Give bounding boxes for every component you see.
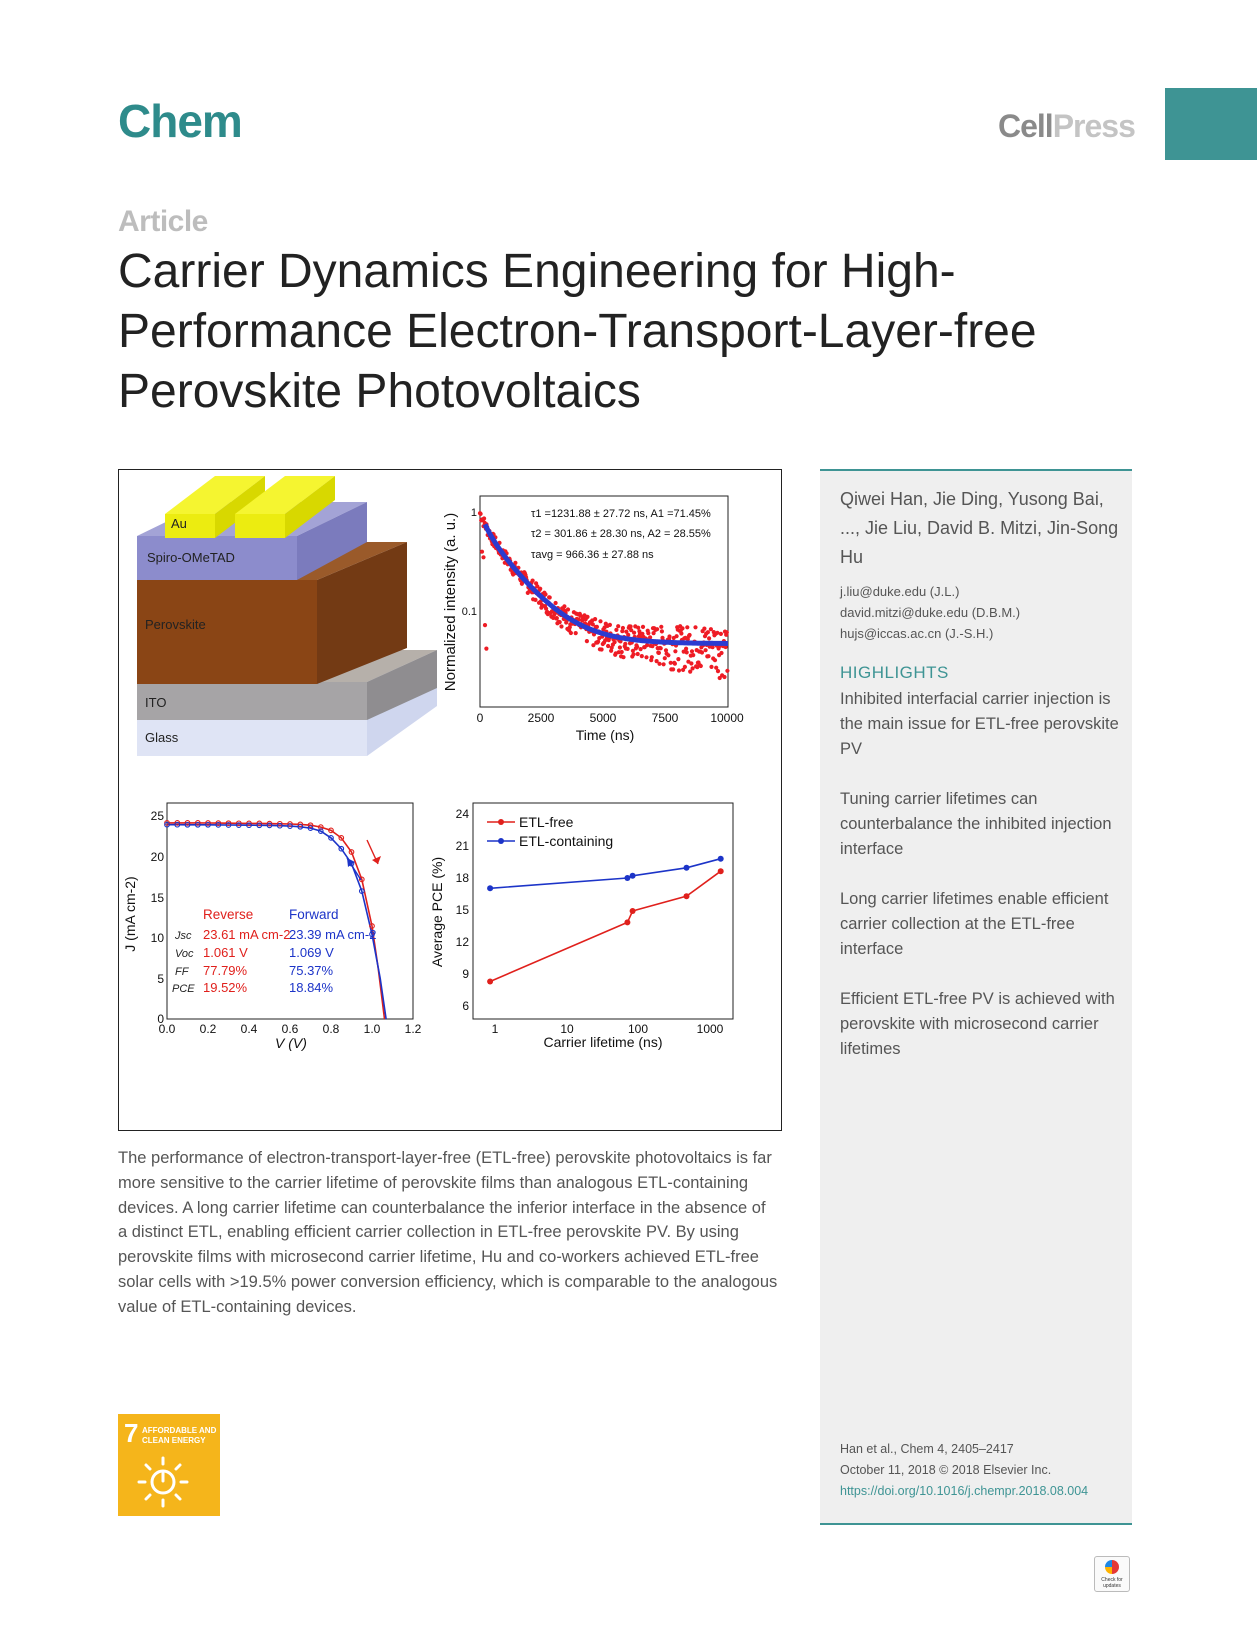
jv-xlabel: V (V) xyxy=(275,1035,307,1051)
pl-data-point xyxy=(713,658,717,662)
pce-data-point xyxy=(630,873,636,879)
pce-lifetime-chart xyxy=(429,803,733,1050)
pl-data-point xyxy=(481,555,485,559)
pl-xtick-2500: 2500 xyxy=(527,711,555,725)
pl-data-point xyxy=(595,625,599,629)
pl-data-point xyxy=(562,604,566,608)
pce-data-point xyxy=(487,885,493,891)
pce-data-point xyxy=(718,856,724,862)
pl-data-point xyxy=(690,649,694,653)
pl-decay-chart xyxy=(442,496,744,743)
pce-data-point xyxy=(718,868,724,874)
pl-data-point xyxy=(585,615,589,619)
pce-xtick-100: 100 xyxy=(627,1022,649,1036)
jv-param-pce: PCE xyxy=(172,983,195,995)
jv-ytick-5: 5 xyxy=(157,972,164,986)
highlight-item: Inhibited interfacial carrier injection is the main issue for ETL-free perovskite PV xyxy=(840,690,1119,758)
pl-data-point xyxy=(666,653,670,657)
pl-data-point xyxy=(598,619,602,623)
pce-ytick-6: 6 xyxy=(462,999,469,1013)
pl-data-point xyxy=(691,653,695,657)
pl-data-point xyxy=(685,650,689,654)
jv-ytick-0: 0 xyxy=(157,1012,164,1026)
pl-data-point xyxy=(608,623,612,627)
highlight-item: Long carrier lifetimes enable efficient carrier collection at the ETL-free interface xyxy=(840,890,1109,958)
jv-ylabel: J (mA cm-2) xyxy=(122,876,138,952)
pce-data-point xyxy=(487,979,493,985)
pl-data-point xyxy=(693,625,697,629)
pl-data-point xyxy=(558,620,562,624)
jv-xtick-0-4: 0.4 xyxy=(240,1022,258,1036)
pl-data-point xyxy=(646,631,650,635)
citation-text: Han et al., Chem 4, 2405–2417 xyxy=(840,1442,1014,1456)
pl-data-point xyxy=(641,625,645,629)
pce-xtick-1000: 1000 xyxy=(696,1022,724,1036)
pl-data-point xyxy=(614,628,618,632)
pl-data-point xyxy=(675,634,679,638)
pl-data-point xyxy=(636,652,640,656)
pl-data-point xyxy=(548,595,552,599)
jv-ytick-20: 20 xyxy=(150,850,164,864)
highlights-list xyxy=(840,687,1125,1087)
pl-data-point xyxy=(484,647,488,651)
sdg-label: AFFORDABLE AND CLEAN ENERGY xyxy=(142,1426,217,1445)
pl-data-point xyxy=(631,652,635,656)
jv-ytick-25: 25 xyxy=(150,809,164,823)
device-stack-illustration xyxy=(137,476,437,756)
pl-data-point xyxy=(689,661,693,665)
jv-curve-chart xyxy=(122,803,422,1051)
highlight-item: Tuning carrier lifetimes can counterbalance the inhibited injection interface xyxy=(840,790,1112,858)
pce-data-point xyxy=(684,865,690,871)
email-link[interactable]: j.liu@duke.edu (J.L.) xyxy=(840,584,960,599)
pce-data-point xyxy=(624,875,630,881)
pl-data-point xyxy=(640,654,644,658)
pce-data-point xyxy=(630,908,636,914)
jv-legend-reverse: Reverse xyxy=(203,907,254,922)
pl-data-point xyxy=(657,662,661,666)
pl-data-point xyxy=(620,650,624,654)
pce-ylabel: Average PCE (%) xyxy=(429,856,445,968)
jv-forward-jsc: 23.39 mA cm-2 xyxy=(289,927,377,942)
pl-data-point xyxy=(566,607,570,611)
pl-ytick-0-1: 0.1 xyxy=(461,606,477,618)
pl-data-point xyxy=(663,656,667,660)
pl-data-point xyxy=(725,669,729,673)
jv-param-ff: FF xyxy=(175,966,189,978)
jv-xtick-1-2: 1.2 xyxy=(404,1022,422,1036)
pce-ytick-9: 9 xyxy=(462,967,469,981)
jv-reverse-ff: 77.79% xyxy=(203,963,248,978)
pl-data-point xyxy=(706,630,710,634)
pl-data-point xyxy=(706,654,710,658)
publisher-logo[interactable]: CellPress xyxy=(998,108,1135,144)
pl-data-point xyxy=(662,662,666,666)
jv-forward-pce: 18.84% xyxy=(289,980,334,995)
journal-logo[interactable]: Chem xyxy=(118,95,242,147)
pce-ytick-21: 21 xyxy=(455,839,469,853)
pl-data-point xyxy=(655,627,659,631)
highlight-item: Efficient ETL-free PV is achieved with perovskite with microsecond carrier lifetimes xyxy=(840,990,1115,1058)
pl-data-point xyxy=(636,626,640,630)
pl-data-point xyxy=(555,616,559,620)
pl-data-point xyxy=(657,651,661,655)
email-link[interactable]: david.mitzi@duke.edu (D.B.M.) xyxy=(840,605,1021,620)
power-sun-icon xyxy=(118,1414,220,1516)
pl-data-point xyxy=(659,646,663,650)
jv-param-jsc: Jsc xyxy=(175,930,192,942)
article-type-label: Article xyxy=(118,205,208,238)
sdg-number: 7 xyxy=(124,1418,139,1448)
pl-data-point xyxy=(660,629,664,633)
jv-xtick-0-6: 0.6 xyxy=(281,1022,299,1036)
layer-label-glass: Glass xyxy=(145,730,179,745)
pl-data-point xyxy=(623,642,627,646)
pl-data-point xyxy=(700,650,704,654)
pl-data-point xyxy=(635,645,639,649)
pce-legend-etl-free: ETL-free xyxy=(519,814,574,830)
jv-ytick-10: 10 xyxy=(150,931,164,945)
publication-date: October 11, 2018 © 2018 Elsevier Inc. xyxy=(840,1463,1052,1477)
jv-reverse-pce: 19.52% xyxy=(203,980,248,995)
pl-data-point xyxy=(699,664,703,668)
pl-xtick-10000: 10000 xyxy=(710,711,744,725)
jv-xtick-0-8: 0.8 xyxy=(322,1022,340,1036)
layer-label-ito: ITO xyxy=(145,695,167,710)
pl-data-point xyxy=(669,661,673,665)
pl-xtick-0: 0 xyxy=(476,711,484,725)
pce-data-point xyxy=(624,919,630,925)
pl-data-point xyxy=(659,625,663,629)
pl-annotation-tauavg: τavg = 966.36 ± 27.88 ns xyxy=(531,549,654,561)
pl-ytick-1: 1 xyxy=(470,507,477,519)
pl-data-point xyxy=(677,668,681,672)
layer-label-au: Au xyxy=(171,516,187,531)
graphical-abstract xyxy=(118,469,782,1131)
doi-link[interactable]: https://doi.org/10.1016/j.chempr.2018.08.004 xyxy=(840,1484,1089,1498)
pl-xtick-7500: 7500 xyxy=(651,711,679,725)
pl-data-point xyxy=(725,630,729,634)
pl-data-point xyxy=(673,649,677,653)
pl-data-point xyxy=(543,592,547,596)
pl-data-point xyxy=(702,627,706,631)
header-accent-tab xyxy=(1165,88,1257,160)
pce-ytick-12: 12 xyxy=(455,935,469,949)
pl-xtick-5000: 5000 xyxy=(589,711,617,725)
pl-data-point xyxy=(559,624,563,628)
pl-data-point xyxy=(667,634,671,638)
pce-data-point xyxy=(684,893,690,899)
pce-etl-free-line xyxy=(490,871,721,981)
jv-reverse-voc: 1.061 V xyxy=(203,945,248,960)
highlights-heading: HIGHLIGHTS xyxy=(840,663,949,682)
jv-legend-forward: Forward xyxy=(289,907,339,922)
jv-xtick-0-2: 0.2 xyxy=(199,1022,217,1036)
pl-data-point xyxy=(704,648,708,652)
layer-label-spiro: Spiro-OMeTAD xyxy=(147,550,235,565)
pl-data-point xyxy=(722,675,726,679)
pl-data-point xyxy=(671,667,675,671)
abstract-text: The performance of electron-transport-layer-free (ETL-free) perovskite photovoltaics is far more sensitive to the carrier lifetime of perovskite films than analogous ETL-containing devices. A long carrier lifetime can counterbalance the inferior interface in the absence of a distinct ETL, enabling efficient carrier collection in ETL-free perovskite PV. By using perovskite films with microsecond carrier lifetime, Hu and co-workers achieved ETL-free solar cells with >19.5% power conversion efficiency, which is comparable to the analogous value of ETL-containing devices. xyxy=(118,1149,778,1316)
layer-label-perovskite: Perovskite xyxy=(145,617,206,632)
email-list xyxy=(840,581,1125,644)
pl-annotation-tau2: τ2 = 301.86 ± 28.30 ns, A2 = 28.55% xyxy=(531,528,711,540)
pl-data-point xyxy=(606,644,610,648)
pl-data-point xyxy=(593,617,597,621)
pl-data-point xyxy=(629,624,633,628)
pl-data-point xyxy=(680,626,684,630)
pl-data-point xyxy=(531,579,535,583)
author-list[interactable]: Qiwei Han, Jie Ding, Yusong Bai, ..., Jie Liu, David B. Mitzi, Jin-Song Hu xyxy=(840,489,1119,567)
jv-reverse-line xyxy=(167,823,385,1019)
citation-block xyxy=(840,1439,1088,1502)
pl-data-point xyxy=(683,665,687,669)
pl-data-point xyxy=(684,647,688,651)
pl-annotation-tau1: τ1 =1231.88 ± 27.72 ns, A1 =71.45% xyxy=(531,508,711,520)
pl-data-point xyxy=(716,669,720,673)
pl-data-point xyxy=(479,512,483,516)
pce-etl-containing-line xyxy=(490,859,721,889)
pl-data-point xyxy=(685,625,689,629)
pl-data-point xyxy=(709,665,713,669)
pce-xtick-10: 10 xyxy=(560,1022,574,1036)
pce-ytick-24: 24 xyxy=(455,807,469,821)
pl-data-point xyxy=(538,587,542,591)
article-sidebar xyxy=(820,469,1132,1525)
pl-data-point xyxy=(533,598,537,602)
pl-data-point xyxy=(639,647,643,651)
jv-ytick-15: 15 xyxy=(150,891,164,905)
pl-data-point xyxy=(673,662,677,666)
jv-reverse-jsc: 23.61 mA cm-2 xyxy=(203,927,291,942)
pl-data-point xyxy=(616,624,620,628)
pl-data-point xyxy=(679,631,683,635)
pl-data-point xyxy=(719,632,723,636)
pl-data-point xyxy=(554,601,558,605)
jv-forward-ff: 75.37% xyxy=(289,963,334,978)
jv-param-voc: Voc xyxy=(175,948,194,960)
jv-forward-voc: 1.069 V xyxy=(289,945,334,960)
pl-data-point xyxy=(482,516,486,520)
pl-data-point xyxy=(569,631,573,635)
article-title: Carrier Dynamics Engineering for High-Performance Electron-Transport-Layer-free Perovskite Photovoltaics xyxy=(118,245,1037,418)
pl-data-point xyxy=(621,655,625,659)
pl-data-point xyxy=(621,626,625,630)
pce-ytick-18: 18 xyxy=(455,871,469,885)
pl-data-point xyxy=(688,633,692,637)
pce-xlabel: Carrier lifetime (ns) xyxy=(543,1034,663,1050)
pl-data-point xyxy=(632,631,636,635)
pl-data-point xyxy=(480,550,484,554)
jv-xtick-0-0: 0.0 xyxy=(158,1022,176,1036)
pl-data-point xyxy=(483,623,487,627)
crossmark-icon xyxy=(1105,1560,1119,1574)
pl-xlabel: Time (ns) xyxy=(575,727,635,743)
pl-data-point xyxy=(676,657,680,661)
pl-data-point xyxy=(600,647,604,651)
pl-data-point xyxy=(719,651,723,655)
pl-data-point xyxy=(618,645,622,649)
pce-legend-etl-containing: ETL-containing xyxy=(519,833,614,849)
pl-data-point xyxy=(626,647,630,651)
check-updates-button[interactable]: Check for updates xyxy=(1094,1556,1130,1592)
sdg-badge[interactable] xyxy=(118,1414,220,1516)
jv-xtick-1-0: 1.0 xyxy=(363,1022,381,1036)
pl-data-point xyxy=(644,655,648,659)
pl-data-point xyxy=(574,631,578,635)
pl-data-point xyxy=(585,639,589,643)
pce-xtick-1: 1 xyxy=(491,1022,499,1036)
pl-data-point xyxy=(613,640,617,644)
pl-data-point xyxy=(650,655,654,659)
pce-ytick-15: 15 xyxy=(455,903,469,917)
pl-data-point xyxy=(707,636,711,640)
email-link[interactable]: hujs@iccas.ac.cn (J.-S.H.) xyxy=(840,626,994,641)
pl-data-point xyxy=(645,643,649,647)
pl-ylabel: Normalized intensity (a. u.) xyxy=(442,512,459,692)
